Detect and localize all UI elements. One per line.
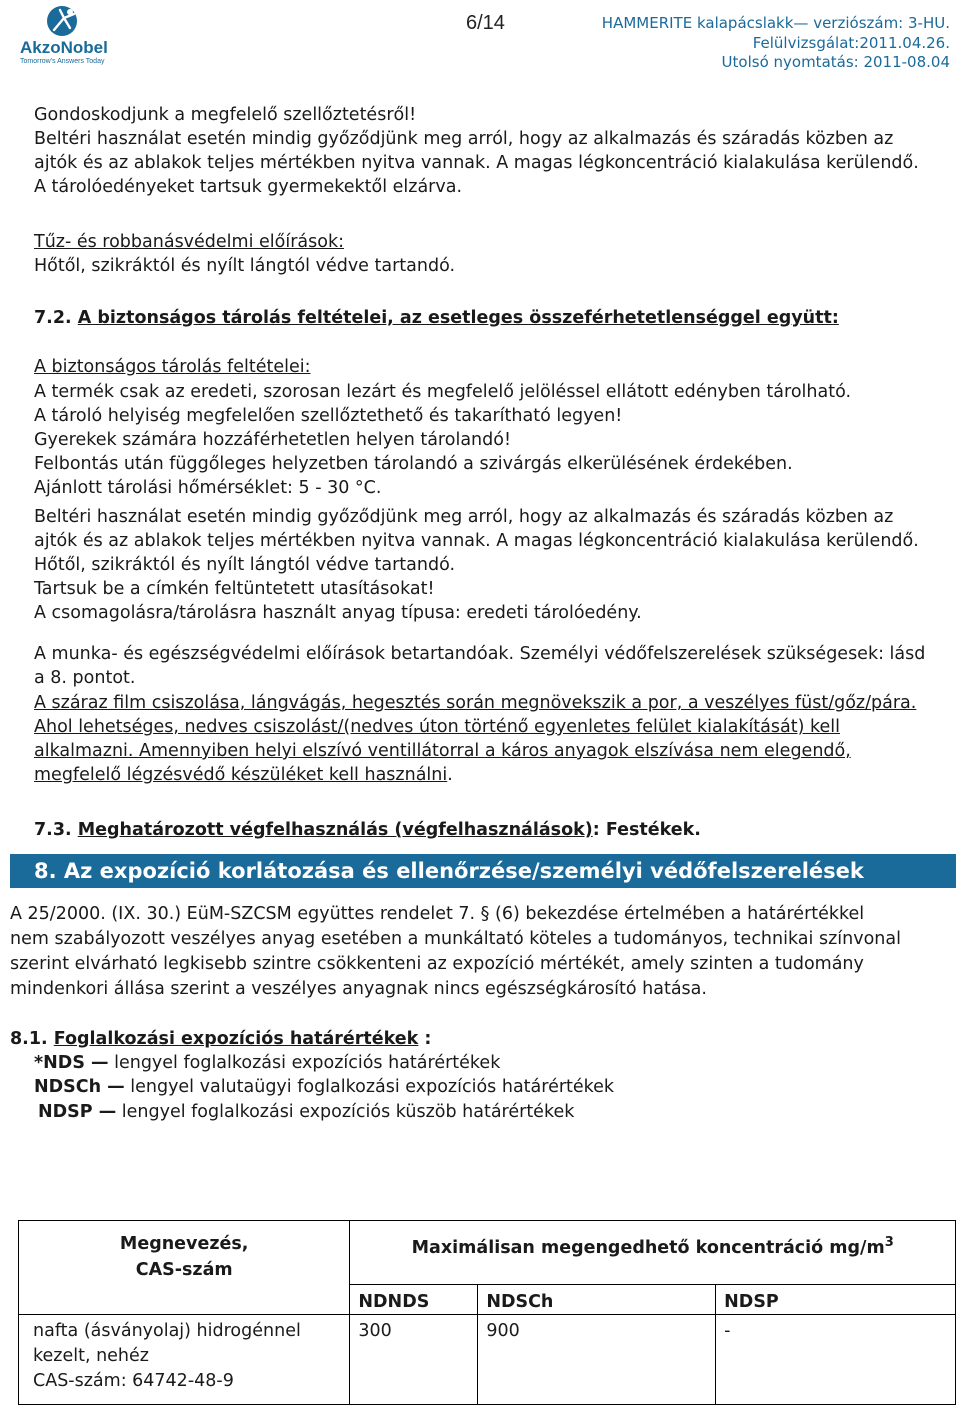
section-7-2-heading [34, 306, 839, 330]
section-7-3-heading [34, 818, 701, 842]
table-header-name [19, 1221, 350, 1315]
definition-abbr: *NDS [34, 1053, 85, 1073]
section-8-title: 8. Az expozíció korlátozása és ellenőrzése/személyi védőfelszerelések [34, 859, 864, 883]
definition-dash: — [84, 1053, 109, 1073]
definition-text: lengyel valutaügyi foglalkozási expozíciós határértékek [124, 1077, 615, 1097]
storage-line: Tartsuk be a címkén feltüntetett utasításokat! [34, 579, 435, 599]
table-cell-name [19, 1315, 350, 1405]
section-colon: : [418, 1029, 432, 1049]
storage-line: Hőtől, szikráktól és nyílt lángtól védve tartandó. [34, 555, 456, 575]
storage-line: ajtók és az ablakok teljes mértékben nyitva vannak. A magas légkoncentráció kialakulása kerülendő. [34, 531, 919, 551]
definition-abbr: NDSP [38, 1102, 93, 1122]
storage-line: Ajánlott tárolási hőmérséklet: 5 - 30 °C. [34, 478, 382, 498]
warning-end: . [447, 765, 453, 785]
warning-line: alkalmazni. Amennyiben helyi elszívó ventillátorral a káros anyagok elszívása nem elegendő, [34, 741, 851, 761]
intro-line: A tárolóedényeket tartsuk gyermekektől elzárva. [34, 177, 463, 197]
table-cell-value: 300 [350, 1315, 478, 1405]
regulation-line: szerint elvárható legkisebb szintre csökkenteni az expozíció mértékét, amely szinten a tudomány [10, 954, 864, 974]
print-date: Utolsó nyomtatás: 2011-08.04 [721, 53, 950, 71]
header-max-text: Maximálisan megengedhető koncentráció mg/m [411, 1237, 885, 1258]
table-col-header: NDNDS [350, 1285, 478, 1315]
definition-text: lengyel foglalkozási expozíciós határértékek [108, 1053, 501, 1073]
storage-line: A tároló helyiség megfelelően szellőztethető és takarítható legyen! [34, 406, 623, 426]
section-title: Foglalkozási expozíciós határértékek [53, 1029, 419, 1049]
section-title: Meghatározott végfelhasználás (végfelhasználások) [77, 820, 593, 840]
definition-dash: — [101, 1077, 125, 1097]
fire-safety-title: Tűz- és robbanásvédelmi előírások: [34, 232, 344, 252]
header-name-line: CAS-szám [135, 1260, 233, 1280]
storage-line: Beltéri használat esetén mindig győződjünk meg arról, hogy az alkalmazás és száradás közben az [34, 507, 894, 527]
work-safety-line: A munka- és egészségvédelmi előírások betartandóak. Személyi védőfelszerelések szükségesek: lásd [34, 644, 926, 664]
section-8-1-heading [10, 1027, 431, 1051]
fire-safety-text: Hőtől, szikráktól és nyílt lángtól védve tartandó. [34, 256, 456, 276]
regulation-line: mindenkori állása szerint a veszélyes anyagnak nincs egészségkárosító hatása. [10, 979, 707, 999]
exposure-limits-table [18, 1220, 956, 1405]
akzonobel-figure-icon [12, 4, 112, 38]
section-number: 7.3. [34, 820, 72, 840]
page-number: 6/14 [466, 12, 505, 34]
definition-dash: — [92, 1102, 117, 1122]
section-8-banner [10, 854, 956, 888]
product-line: HAMMERITE kalapácslakk— verziószám: 3-HU. [601, 14, 950, 32]
storage-subtitle: A biztonságos tárolás feltételei: [34, 357, 311, 377]
definition-item [34, 1075, 614, 1099]
intro-line: ajtók és az ablakok teljes mértékben nyitva vannak. A magas légkoncentráció kialakulása kerülendő. [34, 153, 919, 173]
logo [12, 4, 112, 66]
warning-line [34, 763, 453, 787]
header-max-sup: 3 [884, 1235, 894, 1250]
regulation-line: nem szabályozott veszélyes anyag esetében a munkáltató köteles a tudományos, technikai színvonal [10, 929, 901, 949]
row-name-line: nafta (ásványolaj) hidrogénnel [33, 1321, 301, 1341]
definition-abbr: NDSCh [34, 1077, 102, 1097]
row-name-line: kezelt, nehéz [33, 1346, 149, 1366]
warning-line: A száraz film csiszolása, lángvágás, hegesztés során megnövekszik a por, a veszélyes füst/gőz/pára. [34, 693, 917, 713]
section-title: A biztonságos tárolás feltételei, az esetleges összeférhetetlenséggel együtt: [77, 308, 839, 328]
table-cell-value: - [716, 1315, 956, 1405]
section-rest: : Festékek. [592, 820, 701, 840]
logo-brand: AkzoNobel [20, 38, 108, 57]
definition-item [34, 1051, 500, 1075]
definition-text: lengyel foglalkozási expozíciós küszöb határértékek [116, 1102, 575, 1122]
table-col-header: NDSCh [478, 1285, 716, 1315]
row-name-line: CAS-szám: 64742-48-9 [33, 1371, 234, 1391]
intro-line: Beltéri használat esetén mindig győződjünk meg arról, hogy az alkalmazás és száradás közben az [34, 129, 894, 149]
storage-line: A termék csak az eredeti, szorosan lezárt és megfelelő jelöléssel ellátott edényben tárolható. [34, 382, 852, 402]
work-safety-line: a 8. pontot. [34, 668, 136, 688]
table-row [19, 1315, 956, 1405]
definition-item [38, 1100, 574, 1124]
storage-line: Felbontás után függőleges helyzetben tárolandó a szivárgás elkerülésének érdekében. [34, 454, 793, 474]
regulation-line: A 25/2000. (IX. 30.) EüM-SZCSM együttes rendelet 7. § (6) bekezdése értelmében a határértékkel [10, 904, 865, 924]
warning-line: Ahol lehetséges, nedves csiszolást/(nedves úton történő egyenletes felület kialakítását) kell [34, 717, 840, 737]
section-number: 7.2. [34, 308, 72, 328]
storage-line: A csomagolásra/tárolásra használt anyag típusa: eredeti tárolóedény. [34, 603, 642, 623]
section-number: 8.1. [10, 1029, 48, 1049]
logo-tagline: Tomorrow's Answers Today [20, 58, 105, 65]
warning-text: megfelelő légzésvédő készüléket kell használni [34, 765, 448, 785]
review-date: Felülvizsgálat:2011.04.26. [752, 34, 950, 52]
intro-line: Gondoskodjunk a megfelelő szellőztetésről! [34, 105, 417, 125]
table-col-header: NDSP [716, 1285, 956, 1315]
storage-line: Gyerekek számára hozzáférhetetlen helyen tárolandó! [34, 430, 511, 450]
header-name-line: Megnevezés, [119, 1234, 249, 1254]
table-header-max [350, 1221, 956, 1285]
table-cell-value: 900 [478, 1315, 716, 1405]
